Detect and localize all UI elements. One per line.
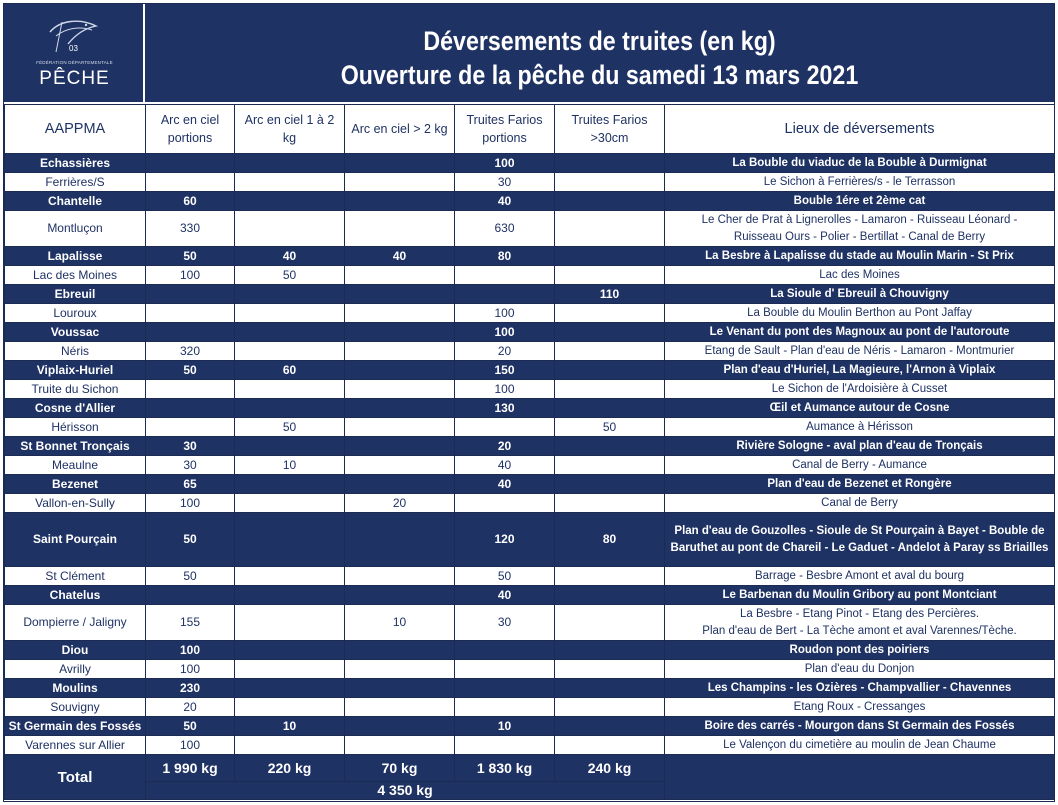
farios-30cm-cell [555,437,665,456]
farios-portions-cell [455,698,555,717]
table-row [5,437,1055,456]
table-row [5,698,1055,717]
page-subtitle: Ouverture de la pêche du samedi 13 mars 2021 [340,60,859,90]
lieux-cell [665,266,1055,285]
lieux-line-1: Etang Roux - Cressanges [793,700,926,713]
farios-30cm-cell [555,304,665,323]
lieux-cell [665,717,1055,736]
arc-1-2kg-cell [235,304,345,323]
farios-30cm-cell [555,361,665,380]
lieux-line-1: Plan d'eau de Bezenet et Rongère [767,477,952,490]
farios-portions-cell: 30 [455,605,555,641]
table-row [5,323,1055,342]
arc-2kg-cell [345,717,455,736]
aappma-cell: Moulins [5,679,146,698]
table-row [5,679,1055,698]
header-row [5,105,1055,154]
arc-portions-cell: 330 [146,211,235,247]
logo-number: 03 [69,44,78,53]
lieux-cell [665,586,1055,605]
farios-30cm-cell [555,154,665,173]
lieux-cell [665,154,1055,173]
arc-portions-cell: 30 [146,437,235,456]
aappma-cell: Meaulne [5,456,146,475]
arc-1-2kg-cell [235,173,345,192]
logo-name: PÊCHE [39,68,110,89]
farios-30cm-cell: 110 [555,285,665,304]
arc-2kg-cell [345,736,455,755]
lieux-cell [665,380,1055,399]
arc-1-2kg-cell [235,192,345,211]
arc-portions-cell: 50 [146,247,235,266]
lieux-line-1: Barrage - Besbre Amont et aval du bourg [754,569,965,582]
aappma-cell: St Clément [5,567,146,586]
arc-2kg-cell [345,586,455,605]
farios-portions-cell: 100 [455,304,555,323]
lieux-line-1: Canal de Berry - Aumance [792,458,927,471]
farios-portions-cell: 100 [455,154,555,173]
farios-portions-cell: 630 [455,211,555,247]
lieux-line-1: Le Barbenan du Moulin Gribory au pont Montciant [722,588,997,601]
farios-portions-cell [455,641,555,660]
lieux-line-1: Bouble 1ére et 2ème cat [793,194,926,207]
arc-portions-cell: 155 [146,605,235,641]
arc-2kg-cell [345,567,455,586]
arc-portions-cell [146,285,235,304]
arc-2kg-cell [345,399,455,418]
lieux-cell [665,736,1055,755]
arc-1-2kg-cell [235,437,345,456]
farios-30cm-cell [555,717,665,736]
arc-1-2kg-cell [235,154,345,173]
arc-portions-cell [146,418,235,437]
farios-portions-cell: 40 [455,586,555,605]
lieux-cell [665,660,1055,679]
arc-portions-cell: 20 [146,698,235,717]
farios-portions-cell: 10 [455,717,555,736]
arc-1-2kg-cell [235,679,345,698]
arc-2kg-cell: 10 [345,605,455,641]
lieux-cell [665,342,1055,361]
table-row [5,641,1055,660]
total-arc-1-2kg: 220 kg [235,755,345,782]
aappma-cell: Voussac [5,323,146,342]
lieux-line-1: Canal de Berry [821,496,898,509]
table-row [5,154,1055,173]
lieux-cell [665,605,1055,641]
farios-portions-cell: 40 [455,456,555,475]
arc-1-2kg-cell [235,641,345,660]
lieux-cell [665,361,1055,380]
farios-portions-cell: 40 [455,192,555,211]
farios-portions-cell [455,736,555,755]
farios-30cm-cell [555,475,665,494]
lieux-line-1: Le Valençon du cimetière au moulin de Jean Chaume [723,738,996,751]
arc-1-2kg-cell: 50 [235,266,345,285]
farios-portions-cell: 40 [455,475,555,494]
farios-portions-cell: 150 [455,361,555,380]
arc-portions-cell [146,586,235,605]
federation-logo [4,4,145,102]
col-arc-portions: Arc en ciel portions [146,105,235,154]
arc-portions-cell: 50 [146,567,235,586]
arc-1-2kg-cell [235,513,345,567]
lieux-line-1: Le Cher de Prat à Lignerolles - Lamaron - Ruisseau Léonard - [701,213,1018,226]
lieux-cell [665,437,1055,456]
lieux-line-1: Œil et Aumance autour de Cosne [769,401,950,414]
lieux-cell [665,679,1055,698]
col-aappma: AAPPMA [5,105,146,154]
farios-portions-cell: 30 [455,173,555,192]
aappma-cell: Hérisson [5,418,146,437]
lieux-cell [665,494,1055,513]
col-arc-1-2kg: Arc en ciel 1 à 2 kg [235,105,345,154]
aappma-cell: Viplaix-Huriel [5,361,146,380]
farios-portions-cell: 20 [455,342,555,361]
arc-1-2kg-cell [235,285,345,304]
table-row [5,361,1055,380]
col-farios-portions: Truites Farios portions [455,105,555,154]
lieux-line-1: Plan d'eau d'Huriel, La Magieure, l'Arnon à Viplaix [723,363,996,376]
lieux-line-1: Le Sichon à Ferrières/s - le Terrasson [763,175,956,188]
arc-2kg-cell [345,304,455,323]
arc-portions-cell: 50 [146,717,235,736]
farios-30cm-cell [555,567,665,586]
lieux-line-1: Le Venant du pont des Magnoux au pont de l'autoroute [709,325,1010,338]
arc-2kg-cell [345,342,455,361]
table-row [5,494,1055,513]
col-lieux: Lieux de déversements [665,105,1055,154]
total-arc-portions: 1 990 kg [146,755,235,782]
arc-portions-cell [146,380,235,399]
total-arc-2kg: 70 kg [345,755,455,782]
farios-30cm-cell: 80 [555,513,665,567]
aappma-cell: Ebreuil [5,285,146,304]
arc-1-2kg-cell [235,475,345,494]
lieux-line-1: Les Champins - les Ozières - Champvallier - Chavennes [707,681,1012,694]
farios-30cm-cell [555,173,665,192]
arc-1-2kg-cell [235,586,345,605]
total-row [5,755,1055,782]
arc-1-2kg-cell [235,660,345,679]
total-farios-30cm: 240 kg [555,755,665,782]
lieux-line-1: La Besbre à Lapalisse du stade au Moulin Marin - St Prix [705,249,1014,262]
aappma-cell: Dompierre / Jaligny [5,605,146,641]
arc-2kg-cell [345,660,455,679]
farios-portions-cell: 130 [455,399,555,418]
lieux-cell [665,641,1055,660]
aappma-cell: Ferrières/S [5,173,146,192]
grand-total: 4 350 kg [146,782,665,800]
table-row [5,304,1055,323]
arc-2kg-cell [345,698,455,717]
arc-portions-cell: 30 [146,456,235,475]
arc-1-2kg-cell: 10 [235,456,345,475]
table-row [5,513,1055,567]
arc-portions-cell [146,154,235,173]
farios-30cm-cell [555,736,665,755]
arc-1-2kg-cell: 10 [235,717,345,736]
release-table [4,104,1055,800]
aappma-cell: Souvigny [5,698,146,717]
farios-30cm-cell [555,494,665,513]
arc-1-2kg-cell [235,211,345,247]
farios-portions-cell [455,679,555,698]
lieux-line-2: Ruisseau Ours - Polier - Bertillat - Canal de Berry [733,230,986,243]
total-label: Total [5,755,146,800]
lieux-cell [665,456,1055,475]
lieux-cell [665,285,1055,304]
arc-2kg-cell [345,437,455,456]
table-row [5,418,1055,437]
arc-1-2kg-cell [235,698,345,717]
aappma-cell: Truite du Sichon [5,380,146,399]
lieux-cell [665,173,1055,192]
arc-1-2kg-cell: 50 [235,418,345,437]
table-body [5,154,1055,755]
table-row [5,285,1055,304]
farios-30cm-cell: 50 [555,418,665,437]
col-arc-2kg: Arc en ciel > 2 kg [345,105,455,154]
farios-portions-cell [455,494,555,513]
farios-30cm-cell [555,211,665,247]
aappma-cell: Lapalisse [5,247,146,266]
farios-portions-cell [455,418,555,437]
arc-portions-cell: 320 [146,342,235,361]
arc-2kg-cell [345,513,455,567]
table-row [5,736,1055,755]
farios-portions-cell: 20 [455,437,555,456]
farios-30cm-cell [555,266,665,285]
farios-portions-cell [455,660,555,679]
lieux-line-1: Aumance à Hérisson [806,420,913,433]
farios-30cm-cell [555,660,665,679]
arc-1-2kg-cell: 40 [235,247,345,266]
arc-1-2kg-cell [235,342,345,361]
arc-portions-cell: 65 [146,475,235,494]
arc-portions-cell: 50 [146,513,235,567]
farios-30cm-cell [555,399,665,418]
lieux-cell [665,192,1055,211]
table-row [5,399,1055,418]
aappma-cell: Avrilly [5,660,146,679]
arc-1-2kg-cell [235,605,345,641]
aappma-cell: Diou [5,641,146,660]
aappma-cell: Varennes sur Allier [5,736,146,755]
arc-1-2kg-cell [235,567,345,586]
aappma-cell: St Germain des Fossés [5,717,146,736]
farios-portions-cell: 80 [455,247,555,266]
farios-portions-cell: 100 [455,380,555,399]
lieux-cell [665,698,1055,717]
arc-portions-cell [146,323,235,342]
lieux-cell [665,567,1055,586]
aappma-cell: Chatelus [5,586,146,605]
table-row [5,211,1055,247]
col-farios-30cm: Truites Farios >30cm [555,105,665,154]
aappma-cell: Chantelle [5,192,146,211]
table-row [5,717,1055,736]
arc-portions-cell [146,173,235,192]
arc-portions-cell: 100 [146,494,235,513]
lieux-cell [665,323,1055,342]
lieux-line-1: Plan d'eau du Donjon [804,662,915,675]
farios-30cm-cell [555,342,665,361]
logo-federation: FÉDÉRATION DÉPARTEMENTALE [36,60,113,65]
aappma-cell: Echassières [5,154,146,173]
farios-30cm-cell [555,679,665,698]
arc-2kg-cell [345,380,455,399]
lieux-line-1: Le Sichon de l'Ardoisière à Cusset [771,382,948,395]
arc-1-2kg-cell [235,736,345,755]
lieux-cell [665,513,1055,567]
aappma-cell: Néris [5,342,146,361]
farios-30cm-cell [555,586,665,605]
farios-30cm-cell [555,323,665,342]
arc-2kg-cell [345,475,455,494]
arc-portions-cell: 100 [146,266,235,285]
aappma-cell: Bezenet [5,475,146,494]
arc-2kg-cell [345,192,455,211]
arc-1-2kg-cell: 60 [235,361,345,380]
table-row [5,456,1055,475]
lieux-line-1: Lac des Moines [819,268,900,281]
arc-2kg-cell [345,285,455,304]
total-blank [665,755,1055,800]
lieux-line-1: La Sioule d' Ebreuil à Chouvigny [770,287,949,300]
table-row [5,192,1055,211]
farios-portions-cell [455,266,555,285]
table-row [5,380,1055,399]
lieux-cell [665,475,1055,494]
table-row [5,342,1055,361]
arc-2kg-cell: 40 [345,247,455,266]
lieux-line-1: Etang de Sault - Plan d'eau de Néris - Lamaron - Montmurier [704,344,1015,357]
lieux-line-2: Plan d'eau de Bert - La Tèche amont et aval Varennes/Tèche. [702,624,1017,637]
header [4,4,1054,102]
farios-portions-cell: 100 [455,323,555,342]
arc-2kg-cell [345,418,455,437]
arc-2kg-cell [345,641,455,660]
lieux-cell [665,211,1055,247]
arc-2kg-cell [345,323,455,342]
arc-1-2kg-cell [235,323,345,342]
arc-2kg-cell [345,679,455,698]
arc-portions-cell: 230 [146,679,235,698]
arc-1-2kg-cell [235,494,345,513]
table-row [5,586,1055,605]
arc-portions-cell: 60 [146,192,235,211]
aappma-cell: Lac des Moines [5,266,146,285]
arc-2kg-cell [345,361,455,380]
page-title: Déversements de truites (en kg) [423,26,776,56]
farios-portions-cell: 50 [455,567,555,586]
lieux-line-1: Boire des carrés - Mourgon dans St Germain des Fossés [704,719,1015,732]
farios-portions-cell: 120 [455,513,555,567]
lieux-line-2: Baruthet au pont de Chareil - Le Gaduet - Andelot à Paray ss Briailles [670,541,1049,554]
arc-2kg-cell [345,266,455,285]
arc-portions-cell: 100 [146,641,235,660]
farios-30cm-cell [555,641,665,660]
farios-30cm-cell [555,698,665,717]
table-row [5,567,1055,586]
farios-portions-cell [455,285,555,304]
arc-1-2kg-cell [235,399,345,418]
arc-portions-cell: 50 [146,361,235,380]
lieux-cell [665,304,1055,323]
aappma-cell: Vallon-en-Sully [5,494,146,513]
lieux-cell [665,247,1055,266]
arc-portions-cell [146,399,235,418]
arc-portions-cell [146,304,235,323]
lieux-cell [665,399,1055,418]
arc-portions-cell: 100 [146,660,235,679]
lieux-line-1: La Besbre - Etang Pinot - Etang des Percières. [739,607,980,620]
table-row [5,660,1055,679]
arc-2kg-cell [345,173,455,192]
arc-2kg-cell: 20 [345,494,455,513]
farios-30cm-cell [555,192,665,211]
aappma-cell: Louroux [5,304,146,323]
arc-1-2kg-cell [235,380,345,399]
aappma-cell: Cosne d'Allier [5,399,146,418]
farios-30cm-cell [555,247,665,266]
table-row [5,173,1055,192]
lieux-line-1: Roudon pont des poiriers [789,643,930,656]
total-farios-portions: 1 830 kg [455,755,555,782]
lieux-line-1: La Bouble du Moulin Berthon au Pont Jaffay [747,306,972,319]
arc-portions-cell: 100 [146,736,235,755]
aappma-cell: Montluçon [5,211,146,247]
arc-2kg-cell [345,154,455,173]
release-sheet [3,3,1055,802]
table-row [5,247,1055,266]
lieux-line-1: La Bouble du viaduc de la Bouble à Durmignat [732,156,987,169]
aappma-cell: Saint Pourçain [5,513,146,567]
aappma-cell: St Bonnet Tronçais [5,437,146,456]
farios-30cm-cell [555,605,665,641]
lieux-line-1: Rivière Sologne - aval plan d'eau de Tronçais [736,439,983,452]
farios-30cm-cell [555,456,665,475]
lieux-cell [665,418,1055,437]
arc-2kg-cell [345,456,455,475]
lieux-line-1: Plan d'eau de Gouzolles - Sioule de St Pourçain à Bayet - Bouble de [674,524,1045,537]
table-row [5,605,1055,641]
farios-30cm-cell [555,380,665,399]
table-row [5,266,1055,285]
table-row [5,475,1055,494]
title-box [145,4,1054,102]
arc-2kg-cell [345,211,455,247]
